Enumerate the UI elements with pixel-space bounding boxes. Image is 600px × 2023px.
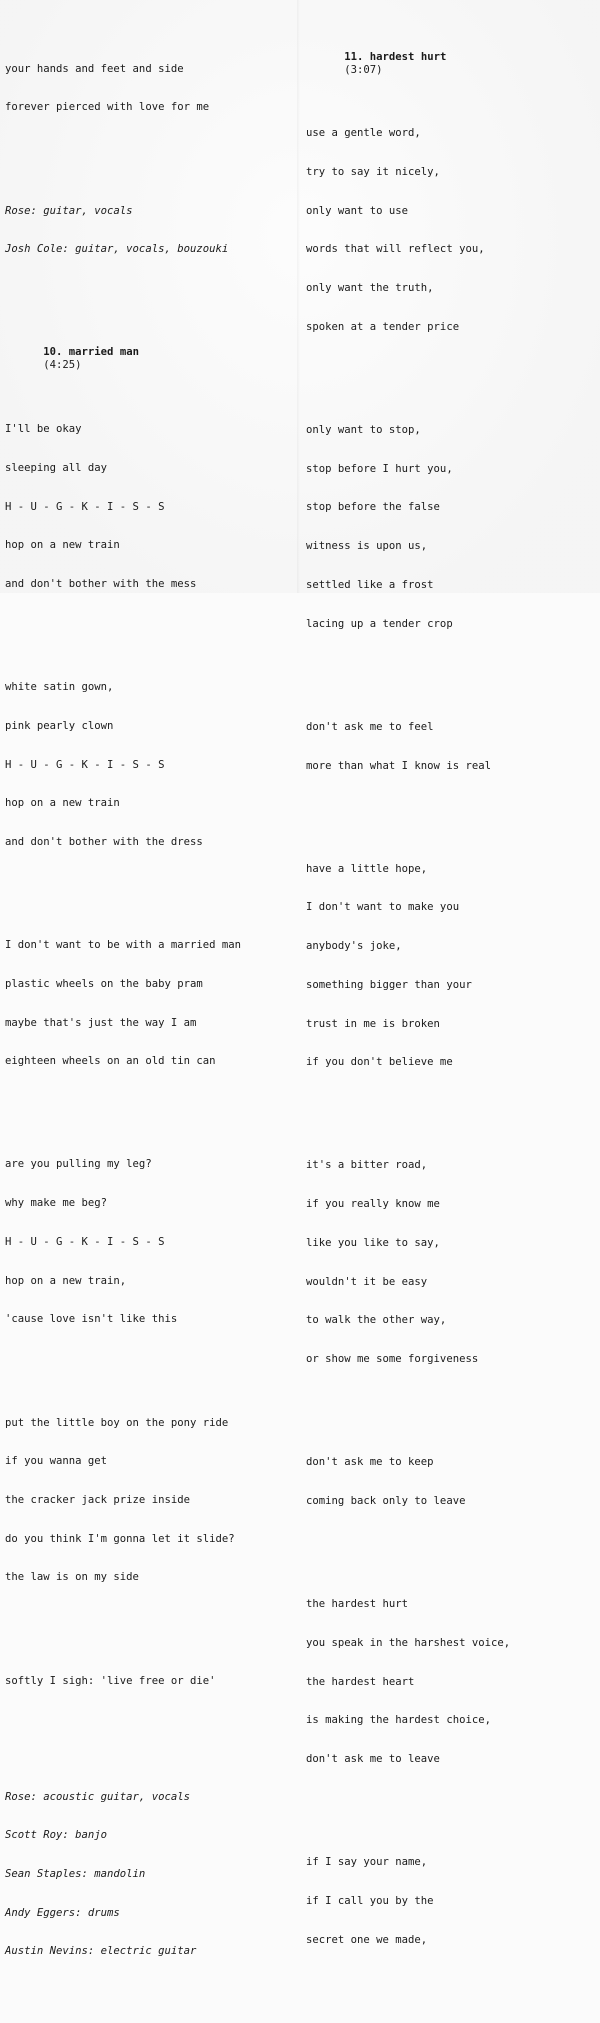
- stanza: [5, 1133, 241, 1352]
- left-column: [5, 11, 241, 2023]
- credit-line: Rose: guitar, vocals: [5, 204, 133, 217]
- lyric-line: witness is upon us,: [306, 540, 428, 553]
- lyric-line: coming back only to leave: [306, 1494, 466, 1507]
- lyric-line: don't ask me to feel: [306, 720, 434, 733]
- lyric-line: try to say it nicely,: [306, 166, 440, 179]
- lyric-line: secret one we made,: [306, 1933, 428, 1946]
- lyric-line: something bigger than your: [306, 978, 472, 991]
- credit-line: Rose: acoustic guitar, vocals: [5, 1790, 190, 1803]
- stanza: [306, 398, 510, 656]
- lyric-line: more than what I know is real: [306, 759, 491, 772]
- lyric-line: to walk the other way,: [306, 1314, 447, 1327]
- intro-credits: [5, 179, 241, 282]
- lyric-line: only want the truth,: [306, 282, 434, 295]
- lyric-line: plastic wheels on the baby pram: [5, 977, 203, 990]
- credit-line: Josh Cole: guitar, vocals, bouzouki: [5, 243, 229, 256]
- stanza: [306, 1572, 510, 1791]
- stanza: [306, 837, 510, 1095]
- lyric-line: if you don't believe me: [306, 1056, 453, 1069]
- lyric-line: H - U - G - K - I - S - S: [5, 758, 165, 771]
- lyric-line: is making the hardest choice,: [306, 1714, 491, 1727]
- credit-line: Sean Staples: mandolin: [5, 1868, 146, 1881]
- lyric-line: the hardest hurt: [306, 1598, 409, 1611]
- lyric-line: the law is on my side: [5, 1571, 139, 1584]
- song-duration: (4:25): [43, 359, 82, 372]
- lyric-line: hop on a new train,: [5, 1274, 127, 1287]
- lyric-line: if I call you by the: [306, 1894, 434, 1907]
- song-title-married-man: [5, 334, 241, 372]
- lyric-line: pink pearly clown: [5, 719, 114, 732]
- intro-lyrics: [5, 37, 241, 140]
- lyric-line: do you think I'm gonna let it slide?: [5, 1532, 235, 1545]
- lyric-line: trust in me is broken: [306, 1017, 440, 1030]
- lyric-line: 'cause love isn't like this: [5, 1313, 178, 1326]
- stanza: [5, 1649, 241, 1714]
- song-credits: [5, 1765, 241, 1984]
- lyric-line: wouldn't it be easy: [306, 1275, 428, 1288]
- lyric-line: like you like to say,: [306, 1236, 440, 1249]
- song-duration: (3:07): [344, 63, 383, 76]
- stanza: [306, 695, 510, 798]
- lyric-line: and don't bother with the mess: [5, 577, 197, 590]
- lyric-line: eighteen wheels on an old tin can: [5, 1055, 216, 1068]
- lyric-line: I don't want to be with a married man: [5, 939, 241, 952]
- stanza: [5, 1391, 241, 1610]
- lyric-line: are you pulling my leg?: [5, 1158, 152, 1171]
- lyric-line: only want to use: [306, 204, 409, 217]
- lyric-line: you speak in the harshest voice,: [306, 1636, 511, 1649]
- lyric-line: only want to stop,: [306, 424, 421, 437]
- stanza: [306, 1430, 510, 1533]
- lyric-line: softly I sigh: 'live free or die': [5, 1674, 216, 1687]
- credit-line: Scott Roy: banjo: [5, 1829, 108, 1842]
- lyric-line: lacing up a tender crop: [306, 617, 453, 630]
- lyric-line: if you really know me: [306, 1198, 440, 1211]
- lyric-line: hop on a new train: [5, 539, 120, 552]
- lyric-line: maybe that's just the way I am: [5, 1016, 197, 1029]
- lyric-line: use a gentle word,: [306, 127, 421, 140]
- stanza: [5, 913, 241, 1094]
- song-title: 10. married man: [43, 346, 139, 359]
- credit-line: Andy Eggers: drums: [5, 1906, 120, 1919]
- lyric-line: put the little boy on the pony ride: [5, 1416, 229, 1429]
- lyric-line: I'll be okay: [5, 423, 82, 436]
- lyric-line: and don't bother with the dress: [5, 835, 203, 848]
- stanza: [5, 655, 241, 874]
- lyric-line: stop before I hurt you,: [306, 462, 453, 475]
- song-title: 11. hardest hurt: [344, 50, 447, 63]
- lyric-line: I don't want to make you: [306, 901, 460, 914]
- stanza: [306, 1134, 510, 1392]
- right-column: [306, 12, 510, 2011]
- lyric-line: settled like a frost: [306, 578, 434, 591]
- lyric-line: anybody's joke,: [306, 940, 402, 953]
- lyric-line: forever pierced with love for me: [5, 101, 210, 114]
- lyric-line: the cracker jack prize inside: [5, 1493, 190, 1506]
- lyric-line: the hardest heart: [306, 1675, 415, 1688]
- credit-line: Austin Nevins: electric guitar: [5, 1945, 197, 1958]
- lyric-line: hop on a new train: [5, 797, 120, 810]
- lyric-line: stop before the false: [306, 501, 440, 514]
- stanza: [306, 1830, 510, 1972]
- lyric-line: if I say your name,: [306, 1856, 428, 1869]
- lyric-line: why make me beg?: [5, 1197, 108, 1210]
- lyric-line: if you wanna get: [5, 1455, 108, 1468]
- lyric-line: white satin gown,: [5, 681, 114, 694]
- page-fold: [297, 0, 300, 593]
- lyric-line: H - U - G - K - I - S - S: [5, 1235, 165, 1248]
- lyric-line: words that will reflect you,: [306, 243, 485, 256]
- song-title-hardest-hurt: [306, 38, 510, 76]
- lyric-line: spoken at a tender price: [306, 320, 460, 333]
- lyric-line: it's a bitter road,: [306, 1159, 428, 1172]
- lyric-line: sleeping all day: [5, 461, 108, 474]
- lyric-line: have a little hope,: [306, 862, 428, 875]
- stanza: [5, 397, 241, 616]
- lyric-line: don't ask me to keep: [306, 1456, 434, 1469]
- lyric-line: or show me some forgiveness: [306, 1352, 479, 1365]
- lyric-line: your hands and feet and side: [5, 62, 184, 75]
- lyric-line: don't ask me to leave: [306, 1752, 440, 1765]
- stanza: [306, 102, 510, 360]
- lyric-line: H - U - G - K - I - S - S: [5, 500, 165, 513]
